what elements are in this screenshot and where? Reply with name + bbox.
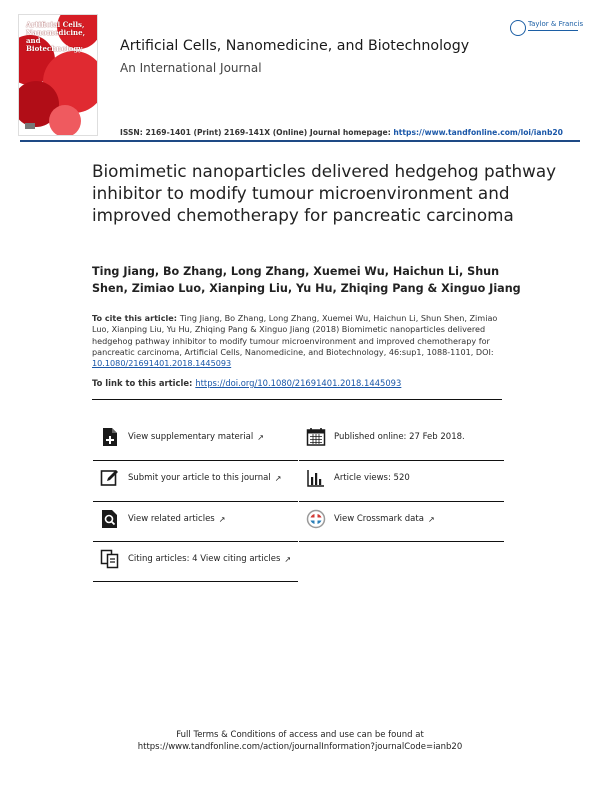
- action-divider: [93, 581, 298, 582]
- action-divider: [299, 541, 504, 542]
- external-link-icon: ↗: [218, 514, 226, 524]
- external-link-icon: ↗: [284, 554, 292, 564]
- publisher-logo: [510, 18, 588, 42]
- calendar-icon: [306, 427, 326, 447]
- journal-homepage-link[interactable]: https://www.tandfonline.com/loi/ianb20: [393, 128, 563, 137]
- journal-title: Artificial Cells, Nanomedicine, and Biotechnology: [120, 38, 470, 54]
- article-authors: Ting Jiang, Bo Zhang, Long Zhang, Xuemei Wu, Haichun Li, Shun Shen, Zimiao Luo, Xianping Liu, Yu Hu, Zhiqing Pang & Xinguo Jiang: [92, 265, 521, 295]
- action-divider: [93, 460, 298, 461]
- cover-title: Artificial Cells, Nanomedicine, and Biotechnology: [26, 20, 86, 53]
- issn-text: ISSN: 2169-1401 (Print) 2169-141X (Online) Journal homepage:: [120, 128, 394, 137]
- crossmark-icon: [306, 509, 326, 529]
- document-plus-icon: [100, 427, 120, 447]
- citing-articles-button[interactable]: [100, 546, 291, 572]
- citation-doi-link[interactable]: 10.1080/21691401.2018.1445093: [92, 358, 232, 369]
- citation-text: Ting Jiang, Bo Zhang, Long Zhang, Xuemei Wu, Haichun Li, Shun Shen, Zimiao Luo, Xianping Liu, Yu Hu, Zhiqing Pang & Xinguo Jiang (2018) Biomimetic nanoparticles delivered hedgehog pathway inhibitor to modify tumour microenvironment and improved chemotherapy for pancreatic carcinoma, Artificial Cells, Nanomedicine, and Biotechnology, 46:sup1, 1088-1101, DOI:: [92, 313, 498, 357]
- cover-publisher-mark: [25, 123, 35, 131]
- citation-block: [92, 313, 512, 369]
- journal-cover-image: [18, 14, 98, 136]
- publisher-logo-icon: [510, 20, 526, 36]
- action-divider: [299, 501, 504, 502]
- view-supplementary-button[interactable]: [100, 424, 264, 450]
- submit-article-label: Submit your article to this journal: [128, 473, 271, 483]
- section-divider: [92, 399, 502, 400]
- action-divider: [93, 501, 298, 502]
- action-divider: [93, 541, 298, 542]
- article-link-line: [92, 378, 401, 388]
- publisher-logo-name: Taylor & Francis: [528, 20, 584, 28]
- bar-chart-icon: [306, 468, 326, 488]
- article-views-info: [306, 465, 410, 491]
- article-link-label: To link to this article:: [92, 378, 196, 388]
- edit-pencil-icon: [100, 468, 120, 488]
- view-crossmark-button[interactable]: [306, 506, 435, 532]
- article-title: Biomimetic nanoparticles delivered hedgehog pathway inhibitor to modify tumour microenvironment and improved chemotherapy for pancreatic carcinoma: [92, 161, 557, 225]
- citing-documents-icon: [100, 549, 120, 569]
- submit-article-button[interactable]: [100, 465, 281, 491]
- issn-line: [120, 128, 563, 137]
- search-document-icon: [100, 509, 120, 529]
- footer-terms-url[interactable]: https://www.tandfonline.com/action/journalInformation?journalCode=ianb20: [137, 742, 463, 752]
- published-online-info: [306, 424, 465, 450]
- external-link-icon: ↗: [274, 473, 282, 483]
- article-views-label: Article views: 520: [334, 473, 410, 483]
- external-link-icon: ↗: [427, 514, 435, 524]
- external-link-icon: ↗: [257, 432, 264, 442]
- published-online-label: Published online: 27 Feb 2018.: [334, 432, 465, 442]
- publisher-logo-tagline: [528, 29, 578, 34]
- journal-subtitle: An International Journal: [120, 61, 262, 75]
- header-divider: [20, 140, 580, 142]
- view-crossmark-label: View Crossmark data: [334, 514, 424, 524]
- citing-articles-label: Citing articles: 4 View citing articles: [128, 554, 281, 564]
- view-supplementary-label: View supplementary material: [128, 432, 254, 442]
- view-related-button[interactable]: [100, 506, 225, 532]
- citation-label: To cite this article:: [92, 313, 180, 323]
- footer-terms-line: Full Terms & Conditions of access and use can be found at: [176, 730, 424, 740]
- article-doi-url[interactable]: https://doi.org/10.1080/21691401.2018.1445093: [195, 378, 402, 388]
- action-divider: [299, 460, 504, 461]
- view-related-label: View related articles: [128, 514, 215, 524]
